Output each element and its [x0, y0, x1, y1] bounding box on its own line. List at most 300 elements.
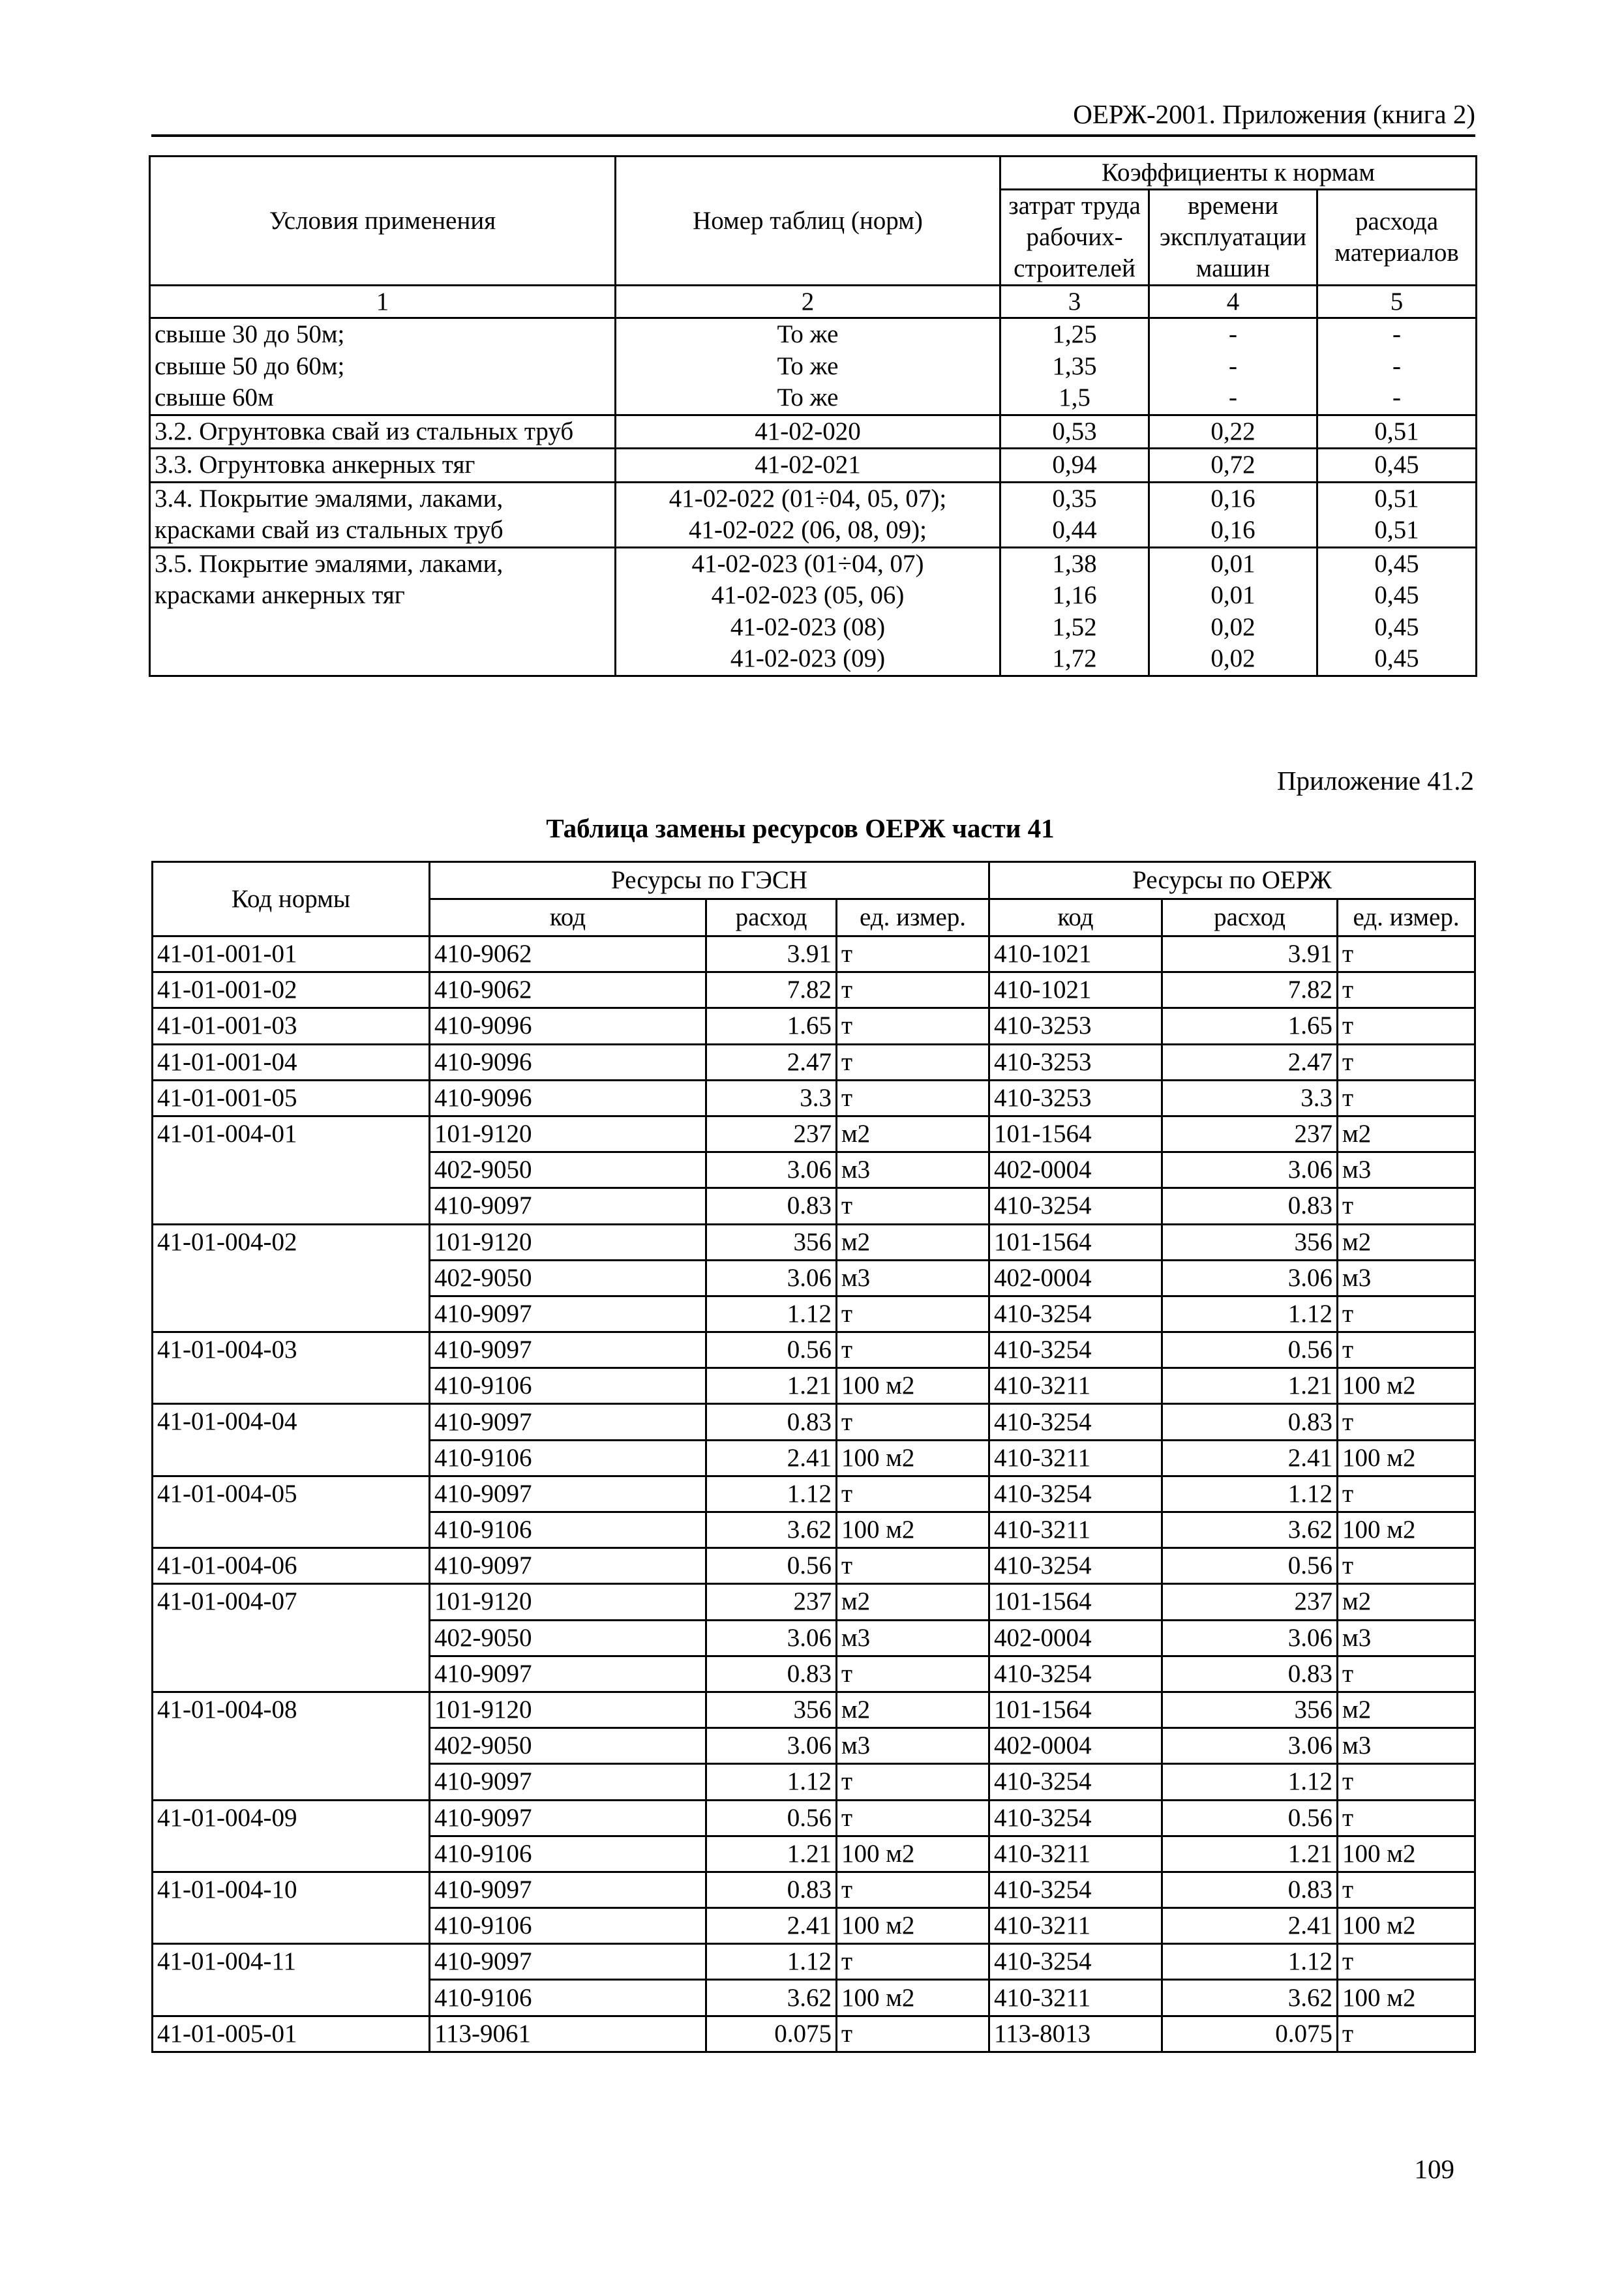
table-row	[153, 936, 1475, 972]
oerzh-unit-cell: т	[1338, 1800, 1475, 1836]
norm-code-cell: 41-01-004-01	[153, 1116, 430, 1224]
gesn-unit-cell: т	[837, 1188, 989, 1224]
labor-coef-cell: 0,44	[1000, 515, 1149, 547]
oerzh-code-cell: 410-3211	[989, 1440, 1162, 1476]
gesn-unit-cell: т	[837, 1944, 989, 1980]
coefficients-row	[150, 612, 1477, 644]
gesn-code-cell: 402-9050	[430, 1260, 706, 1296]
header-gesn-code: код	[430, 899, 706, 936]
gesn-amount-cell: 0.83	[706, 1872, 837, 1908]
gesn-amount-cell: 2.41	[706, 1908, 837, 1944]
table-number-cell: 41-02-023 (09)	[616, 643, 1000, 676]
page-number: 109	[1414, 2154, 1454, 2184]
oerzh-amount-cell: 0.56	[1162, 1800, 1338, 1836]
gesn-unit-cell: м3	[837, 1260, 989, 1296]
table-number-cell: 41-02-020	[616, 415, 1000, 449]
oerzh-code-cell: 402-0004	[989, 1260, 1162, 1296]
gesn-amount-cell: 0.56	[706, 1332, 837, 1368]
condition-cell: 3.2. Огрунтовка свай из стальных труб	[150, 415, 616, 449]
gesn-amount-cell: 0.83	[706, 1656, 837, 1692]
labor-coef-cell: 1,25	[1000, 318, 1149, 351]
oerzh-code-cell: 410-3211	[989, 1980, 1162, 2016]
gesn-amount-cell: 3.3	[706, 1080, 837, 1116]
oerzh-amount-cell: 1.12	[1162, 1476, 1338, 1512]
oerzh-amount-cell: 1.12	[1162, 1764, 1338, 1800]
gesn-amount-cell: 3.62	[706, 1512, 837, 1548]
condition-cell: 3.5. Покрытие эмалями, лаками,	[150, 547, 616, 580]
header-oerzh-resources: Ресурсы по ОЕРЖ	[989, 862, 1475, 899]
gesn-unit-cell: т	[837, 1656, 989, 1692]
oerzh-code-cell: 410-3254	[989, 1332, 1162, 1368]
table-row	[153, 1116, 1475, 1152]
gesn-unit-cell: м2	[837, 1224, 989, 1260]
gesn-unit-cell: 100 м2	[837, 1512, 989, 1548]
oerzh-code-cell: 410-1021	[989, 972, 1162, 1008]
table-row	[153, 1044, 1475, 1080]
materials-coef-cell: -	[1317, 382, 1477, 415]
gesn-code-cell: 410-9097	[430, 1872, 706, 1908]
condition-cell: красками свай из стальных труб	[150, 515, 616, 547]
norm-code-cell: 41-01-001-03	[153, 1008, 430, 1044]
coefficients-row	[150, 415, 1477, 449]
condition-cell: 3.3. Огрунтовка анкерных тяг	[150, 449, 616, 483]
table-row	[153, 1080, 1475, 1116]
norm-code-cell: 41-01-001-01	[153, 936, 430, 972]
norm-code-cell: 41-01-004-08	[153, 1692, 430, 1800]
gesn-code-cell: 410-9062	[430, 972, 706, 1008]
table-row	[153, 1692, 1475, 1728]
header-conditions: Условия применения	[150, 157, 616, 286]
machines-coef-cell: 0,22	[1149, 415, 1317, 449]
gesn-unit-cell: 100 м2	[837, 1440, 989, 1476]
oerzh-code-cell: 101-1564	[989, 1584, 1162, 1620]
oerzh-amount-cell: 1.12	[1162, 1296, 1338, 1332]
table-row	[153, 1944, 1475, 1980]
gesn-code-cell: 410-9097	[430, 1764, 706, 1800]
column-numbers-row	[150, 286, 1477, 318]
table-number-cell: То же	[616, 351, 1000, 383]
norm-code-cell: 41-01-001-05	[153, 1080, 430, 1116]
oerzh-unit-cell: 100 м2	[1338, 1512, 1475, 1548]
oerzh-code-cell: 410-3254	[989, 1188, 1162, 1224]
oerzh-code-cell: 410-3253	[989, 1080, 1162, 1116]
machines-coef-cell: -	[1149, 318, 1317, 351]
table-row	[153, 1332, 1475, 1368]
gesn-unit-cell: т	[837, 1872, 989, 1908]
gesn-amount-cell: 356	[706, 1224, 837, 1260]
table-row	[153, 1476, 1475, 1512]
gesn-code-cell: 410-9106	[430, 1440, 706, 1476]
machines-coef-cell: 0,72	[1149, 449, 1317, 483]
norm-code-cell: 41-01-004-02	[153, 1224, 430, 1332]
gesn-unit-cell: м2	[837, 1584, 989, 1620]
coefficients-row	[150, 382, 1477, 415]
gesn-code-cell: 402-9050	[430, 1620, 706, 1656]
oerzh-unit-cell: 100 м2	[1338, 1836, 1475, 1872]
gesn-unit-cell: т	[837, 1476, 989, 1512]
norm-code-cell: 41-01-004-10	[153, 1872, 430, 1943]
oerzh-code-cell: 410-3254	[989, 1476, 1162, 1512]
gesn-amount-cell: 3.62	[706, 1980, 837, 2016]
table-number-cell: 41-02-023 (08)	[616, 612, 1000, 644]
gesn-code-cell: 101-9120	[430, 1224, 706, 1260]
table-number-cell: 41-02-022 (01÷04, 05, 07);	[616, 482, 1000, 515]
oerzh-amount-cell: 3.06	[1162, 1728, 1338, 1764]
gesn-code-cell: 410-9097	[430, 1656, 706, 1692]
materials-coef-cell: 0,45	[1317, 547, 1477, 580]
header-gesn-unit: ед. измер.	[837, 899, 989, 936]
oerzh-amount-cell: 3.06	[1162, 1620, 1338, 1656]
gesn-amount-cell: 356	[706, 1692, 837, 1728]
gesn-code-cell: 101-9120	[430, 1584, 706, 1620]
gesn-unit-cell: 100 м2	[837, 1836, 989, 1872]
gesn-code-cell: 410-9097	[430, 1944, 706, 1980]
gesn-unit-cell: т	[837, 1800, 989, 1836]
gesn-code-cell: 402-9050	[430, 1728, 706, 1764]
table-row	[153, 1800, 1475, 1836]
header-oerzh-amount: расход	[1162, 899, 1338, 936]
oerzh-unit-cell: т	[1338, 1188, 1475, 1224]
machines-coef-cell: 0,02	[1149, 643, 1317, 676]
oerzh-unit-cell: т	[1338, 1944, 1475, 1980]
gesn-amount-cell: 0.83	[706, 1188, 837, 1224]
labor-coef-cell: 1,52	[1000, 612, 1149, 644]
gesn-code-cell: 410-9096	[430, 1080, 706, 1116]
gesn-unit-cell: т	[837, 1080, 989, 1116]
materials-coef-cell: 0,51	[1317, 482, 1477, 515]
oerzh-unit-cell: т	[1338, 2016, 1475, 2052]
oerzh-amount-cell: 0.56	[1162, 1548, 1338, 1584]
labor-coef-cell: 1,38	[1000, 547, 1149, 580]
machines-coef-cell: -	[1149, 382, 1317, 415]
gesn-code-cell: 410-9106	[430, 1836, 706, 1872]
condition-cell	[150, 643, 616, 676]
table-number-cell: 41-02-021	[616, 449, 1000, 483]
oerzh-code-cell: 410-3254	[989, 1872, 1162, 1908]
oerzh-code-cell: 410-3254	[989, 1548, 1162, 1584]
coefficients-row	[150, 482, 1477, 515]
table-row	[153, 1224, 1475, 1260]
gesn-unit-cell: т	[837, 1548, 989, 1584]
gesn-code-cell: 101-9120	[430, 1692, 706, 1728]
table-number-cell: 41-02-023 (05, 06)	[616, 580, 1000, 612]
oerzh-amount-cell: 3.62	[1162, 1980, 1338, 2016]
oerzh-unit-cell: 100 м2	[1338, 1980, 1475, 2016]
labor-coef-cell: 1,72	[1000, 643, 1149, 676]
column-number: 5	[1317, 286, 1477, 318]
table-row	[153, 2016, 1475, 2052]
oerzh-code-cell: 410-3253	[989, 1044, 1162, 1080]
header-machines: времени эксплуатации машин	[1149, 190, 1317, 286]
gesn-unit-cell: 100 м2	[837, 1368, 989, 1404]
header-table-number: Номер таблиц (норм)	[616, 157, 1000, 286]
table-number-cell: 41-02-022 (06, 08, 09);	[616, 515, 1000, 547]
column-number: 2	[616, 286, 1000, 318]
header-oerzh-unit: ед. измер.	[1338, 899, 1475, 936]
oerzh-code-cell: 410-3211	[989, 1908, 1162, 1944]
oerzh-unit-cell: т	[1338, 1044, 1475, 1080]
oerzh-amount-cell: 7.82	[1162, 972, 1338, 1008]
oerzh-code-cell: 410-3254	[989, 1764, 1162, 1800]
gesn-unit-cell: т	[837, 1296, 989, 1332]
oerzh-unit-cell: т	[1338, 1656, 1475, 1692]
header-coefficients: Коэффициенты к нормам	[1000, 157, 1477, 190]
machines-coef-cell: 0,16	[1149, 515, 1317, 547]
gesn-amount-cell: 1.12	[706, 1764, 837, 1800]
coefficients-table	[149, 155, 1477, 677]
gesn-amount-cell: 3.91	[706, 936, 837, 972]
oerzh-unit-cell: м3	[1338, 1620, 1475, 1656]
table-row	[153, 1548, 1475, 1584]
gesn-unit-cell: т	[837, 1404, 989, 1440]
table-number-cell: 41-02-023 (01÷04, 07)	[616, 547, 1000, 580]
gesn-code-cell: 410-9097	[430, 1404, 706, 1440]
oerzh-unit-cell: т	[1338, 936, 1475, 972]
oerzh-unit-cell: м3	[1338, 1260, 1475, 1296]
table-title: Таблица замены ресурсов ОЕРЖ части 41	[546, 813, 1055, 843]
gesn-unit-cell: т	[837, 2016, 989, 2052]
gesn-code-cell: 410-9106	[430, 1980, 706, 2016]
gesn-code-cell: 402-9050	[430, 1152, 706, 1188]
gesn-code-cell: 101-9120	[430, 1116, 706, 1152]
oerzh-code-cell: 101-1564	[989, 1692, 1162, 1728]
coefficients-row	[150, 643, 1477, 676]
oerzh-unit-cell: м2	[1338, 1692, 1475, 1728]
oerzh-code-cell: 410-3211	[989, 1368, 1162, 1404]
oerzh-unit-cell: т	[1338, 1296, 1475, 1332]
oerzh-code-cell: 402-0004	[989, 1728, 1162, 1764]
gesn-unit-cell: 100 м2	[837, 1908, 989, 1944]
header-labor: затрат труда рабочих-строителей	[1000, 190, 1149, 286]
oerzh-code-cell: 410-3211	[989, 1512, 1162, 1548]
gesn-unit-cell: м3	[837, 1152, 989, 1188]
norm-code-cell: 41-01-005-01	[153, 2016, 430, 2052]
norm-code-cell: 41-01-001-04	[153, 1044, 430, 1080]
labor-coef-cell: 1,35	[1000, 351, 1149, 383]
oerzh-amount-cell: 0.56	[1162, 1332, 1338, 1368]
labor-coef-cell: 0,35	[1000, 482, 1149, 515]
gesn-code-cell: 410-9096	[430, 1044, 706, 1080]
oerzh-amount-cell: 2.41	[1162, 1908, 1338, 1944]
gesn-unit-cell: т	[837, 1044, 989, 1080]
materials-coef-cell: 0,51	[1317, 515, 1477, 547]
oerzh-unit-cell: м2	[1338, 1224, 1475, 1260]
oerzh-amount-cell: 3.06	[1162, 1260, 1338, 1296]
oerzh-unit-cell: т	[1338, 1008, 1475, 1044]
materials-coef-cell: 0,45	[1317, 612, 1477, 644]
materials-coef-cell: -	[1317, 351, 1477, 383]
gesn-amount-cell: 0.83	[706, 1404, 837, 1440]
gesn-code-cell: 410-9106	[430, 1512, 706, 1548]
oerzh-amount-cell: 0.83	[1162, 1188, 1338, 1224]
materials-coef-cell: 0,45	[1317, 643, 1477, 676]
oerzh-unit-cell: м3	[1338, 1728, 1475, 1764]
column-number: 1	[150, 286, 616, 318]
labor-coef-cell: 0,94	[1000, 449, 1149, 483]
oerzh-amount-cell: 3.3	[1162, 1080, 1338, 1116]
oerzh-amount-cell: 0.83	[1162, 1404, 1338, 1440]
oerzh-amount-cell: 2.47	[1162, 1044, 1338, 1080]
gesn-amount-cell: 237	[706, 1116, 837, 1152]
gesn-unit-cell: 100 м2	[837, 1980, 989, 2016]
table-row	[153, 1872, 1475, 1908]
gesn-amount-cell: 3.06	[706, 1152, 837, 1188]
gesn-code-cell: 410-9097	[430, 1296, 706, 1332]
oerzh-code-cell: 410-3253	[989, 1008, 1162, 1044]
oerzh-amount-cell: 3.06	[1162, 1152, 1338, 1188]
oerzh-amount-cell: 2.41	[1162, 1440, 1338, 1476]
gesn-unit-cell: т	[837, 1332, 989, 1368]
appendix-label: Приложение 41.2	[1276, 766, 1474, 796]
machines-coef-cell: 0,02	[1149, 612, 1317, 644]
oerzh-unit-cell: м2	[1338, 1116, 1475, 1152]
gesn-amount-cell: 3.06	[706, 1260, 837, 1296]
gesn-amount-cell: 0.56	[706, 1800, 837, 1836]
oerzh-amount-cell: 1.21	[1162, 1836, 1338, 1872]
gesn-unit-cell: м3	[837, 1728, 989, 1764]
column-number: 4	[1149, 286, 1317, 318]
column-number: 3	[1000, 286, 1149, 318]
resource-replacement-table	[151, 861, 1476, 2053]
oerzh-unit-cell: т	[1338, 1476, 1475, 1512]
oerzh-code-cell: 101-1564	[989, 1116, 1162, 1152]
machines-coef-cell: 0,01	[1149, 580, 1317, 612]
oerzh-unit-cell: т	[1338, 1764, 1475, 1800]
coefficients-row	[150, 318, 1477, 351]
norm-code-cell: 41-01-004-07	[153, 1584, 430, 1692]
coefficients-row	[150, 449, 1477, 483]
materials-coef-cell: -	[1317, 318, 1477, 351]
coefficients-row	[150, 580, 1477, 612]
oerzh-unit-cell: т	[1338, 972, 1475, 1008]
oerzh-unit-cell: т	[1338, 1080, 1475, 1116]
oerzh-unit-cell: 100 м2	[1338, 1440, 1475, 1476]
norm-code-cell: 41-01-004-11	[153, 1944, 430, 2016]
norm-code-cell: 41-01-004-03	[153, 1332, 430, 1404]
table-number-cell: То же	[616, 318, 1000, 351]
page-header: ОЕРЖ-2001. Приложения (книга 2)	[151, 97, 1475, 137]
gesn-amount-cell: 0.56	[706, 1548, 837, 1584]
table-row	[153, 1008, 1475, 1044]
oerzh-amount-cell: 1.12	[1162, 1944, 1338, 1980]
oerzh-code-cell: 410-3254	[989, 1296, 1162, 1332]
oerzh-unit-cell: 100 м2	[1338, 1908, 1475, 1944]
oerzh-code-cell: 101-1564	[989, 1224, 1162, 1260]
gesn-unit-cell: м3	[837, 1620, 989, 1656]
condition-cell: 3.4. Покрытие эмалями, лаками,	[150, 482, 616, 515]
oerzh-code-cell: 410-3254	[989, 1656, 1162, 1692]
oerzh-unit-cell: м3	[1338, 1152, 1475, 1188]
oerzh-code-cell: 410-3254	[989, 1800, 1162, 1836]
resource-table-body	[153, 936, 1475, 2052]
gesn-code-cell: 410-9097	[430, 1332, 706, 1368]
gesn-code-cell: 113-9061	[430, 2016, 706, 2052]
gesn-code-cell: 410-9097	[430, 1188, 706, 1224]
header-oerzh-code: код	[989, 899, 1162, 936]
oerzh-amount-cell: 3.91	[1162, 936, 1338, 972]
gesn-unit-cell: т	[837, 972, 989, 1008]
coefficients-row	[150, 515, 1477, 547]
norm-code-cell: 41-01-004-04	[153, 1404, 430, 1476]
condition-cell: красками анкерных тяг	[150, 580, 616, 612]
gesn-amount-cell: 0.075	[706, 2016, 837, 2052]
gesn-code-cell: 410-9096	[430, 1008, 706, 1044]
gesn-unit-cell: м2	[837, 1116, 989, 1152]
oerzh-amount-cell: 1.21	[1162, 1368, 1338, 1404]
gesn-amount-cell: 1.65	[706, 1008, 837, 1044]
gesn-amount-cell: 1.21	[706, 1368, 837, 1404]
gesn-amount-cell: 1.21	[706, 1836, 837, 1872]
oerzh-code-cell: 402-0004	[989, 1152, 1162, 1188]
header-materials: расхода материалов	[1317, 190, 1477, 286]
gesn-unit-cell: т	[837, 1008, 989, 1044]
oerzh-unit-cell: т	[1338, 1548, 1475, 1584]
oerzh-code-cell: 410-3254	[989, 1404, 1162, 1440]
materials-coef-cell: 0,51	[1317, 415, 1477, 449]
gesn-amount-cell: 3.06	[706, 1620, 837, 1656]
gesn-code-cell: 410-9106	[430, 1908, 706, 1944]
oerzh-unit-cell: т	[1338, 1872, 1475, 1908]
materials-coef-cell: 0,45	[1317, 449, 1477, 483]
norm-code-cell: 41-01-004-06	[153, 1548, 430, 1584]
condition-cell: свыше 50 до 60м;	[150, 351, 616, 383]
gesn-unit-cell: м2	[837, 1692, 989, 1728]
oerzh-amount-cell: 356	[1162, 1692, 1338, 1728]
gesn-amount-cell: 1.12	[706, 1944, 837, 1980]
machines-coef-cell: -	[1149, 351, 1317, 383]
oerzh-amount-cell: 0.83	[1162, 1656, 1338, 1692]
gesn-amount-cell: 7.82	[706, 972, 837, 1008]
coefficients-row	[150, 351, 1477, 383]
condition-cell: свыше 60м	[150, 382, 616, 415]
machines-coef-cell: 0,16	[1149, 482, 1317, 515]
gesn-amount-cell: 1.12	[706, 1476, 837, 1512]
gesn-code-cell: 410-9106	[430, 1368, 706, 1404]
oerzh-unit-cell: т	[1338, 1404, 1475, 1440]
gesn-unit-cell: т	[837, 936, 989, 972]
gesn-code-cell: 410-9097	[430, 1800, 706, 1836]
oerzh-amount-cell: 0.075	[1162, 2016, 1338, 2052]
condition-cell: свыше 30 до 50м;	[150, 318, 616, 351]
table-number-cell: То же	[616, 382, 1000, 415]
gesn-amount-cell: 1.12	[706, 1296, 837, 1332]
coefficients-row	[150, 547, 1477, 580]
header-gesn-amount: расход	[706, 899, 837, 936]
machines-coef-cell: 0,01	[1149, 547, 1317, 580]
materials-coef-cell: 0,45	[1317, 580, 1477, 612]
oerzh-code-cell: 402-0004	[989, 1620, 1162, 1656]
table-row	[153, 1404, 1475, 1440]
oerzh-amount-cell: 356	[1162, 1224, 1338, 1260]
coefficients-table-body	[150, 286, 1477, 676]
oerzh-unit-cell: м2	[1338, 1584, 1475, 1620]
oerzh-amount-cell: 237	[1162, 1584, 1338, 1620]
gesn-code-cell: 410-9062	[430, 936, 706, 972]
oerzh-unit-cell: 100 м2	[1338, 1368, 1475, 1404]
gesn-unit-cell: т	[837, 1764, 989, 1800]
gesn-amount-cell: 3.06	[706, 1728, 837, 1764]
labor-coef-cell: 1,5	[1000, 382, 1149, 415]
header-norm-code: Код нормы	[153, 862, 430, 936]
oerzh-amount-cell: 0.83	[1162, 1872, 1338, 1908]
gesn-code-cell: 410-9097	[430, 1548, 706, 1584]
oerzh-code-cell: 410-3254	[989, 1944, 1162, 1980]
table-row	[153, 972, 1475, 1008]
norm-code-cell: 41-01-004-05	[153, 1476, 430, 1548]
labor-coef-cell: 0,53	[1000, 415, 1149, 449]
oerzh-unit-cell: т	[1338, 1332, 1475, 1368]
gesn-amount-cell: 2.47	[706, 1044, 837, 1080]
